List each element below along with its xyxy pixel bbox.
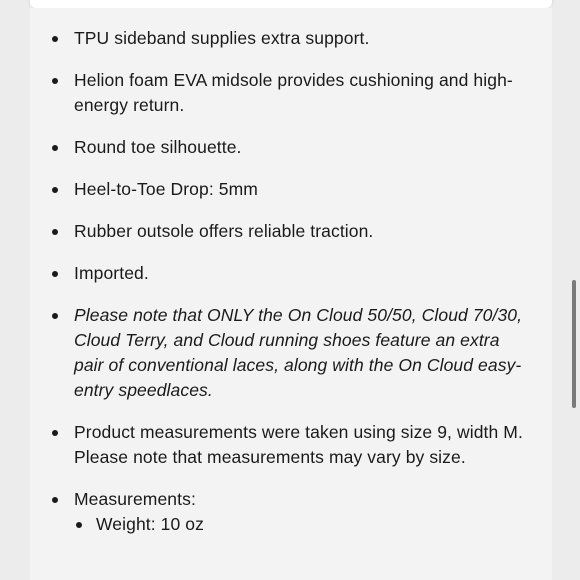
card-edge — [30, 0, 552, 8]
list-item-text: Round toe silhouette. — [74, 137, 242, 157]
list-item-text: Imported. — [74, 263, 149, 283]
list-item-text: Helion foam EVA midsole provides cushioning and high-energy return. — [74, 70, 513, 115]
list-item — [30, 219, 530, 244]
list-item-text: Product measurements were taken using size 9, width M. Please note that measurements may vary by size. — [74, 422, 523, 467]
measurement-item — [74, 512, 530, 537]
measurement-weight: Weight: 10 oz — [96, 514, 204, 534]
list-item-text: TPU sideband supplies extra support. — [74, 28, 370, 48]
measurements-list — [74, 512, 530, 537]
list-item-text: Rubber outsole offers reliable traction. — [74, 221, 374, 241]
list-item — [30, 420, 530, 470]
list-item — [30, 177, 530, 202]
list-item-text: Heel-to-Toe Drop: 5mm — [74, 179, 258, 199]
measurements-item — [30, 487, 530, 537]
list-item — [30, 135, 530, 160]
laces-note-item — [30, 303, 530, 403]
list-item-text: Please note that ONLY the On Cloud 50/50, Cloud 70/30, Cloud Terry, and Cloud running shoes feature an extra pair of conventional laces, along with the On Cloud easy-entry speedlaces. — [74, 305, 523, 400]
scrollbar-thumb[interactable] — [572, 280, 576, 408]
left-gutter — [0, 0, 30, 580]
product-details-panel — [30, 8, 552, 580]
list-item — [30, 68, 530, 118]
list-item — [30, 26, 530, 51]
list-item — [30, 261, 530, 286]
measurements-heading: Measurements: — [74, 489, 196, 509]
product-details-list — [30, 26, 530, 554]
